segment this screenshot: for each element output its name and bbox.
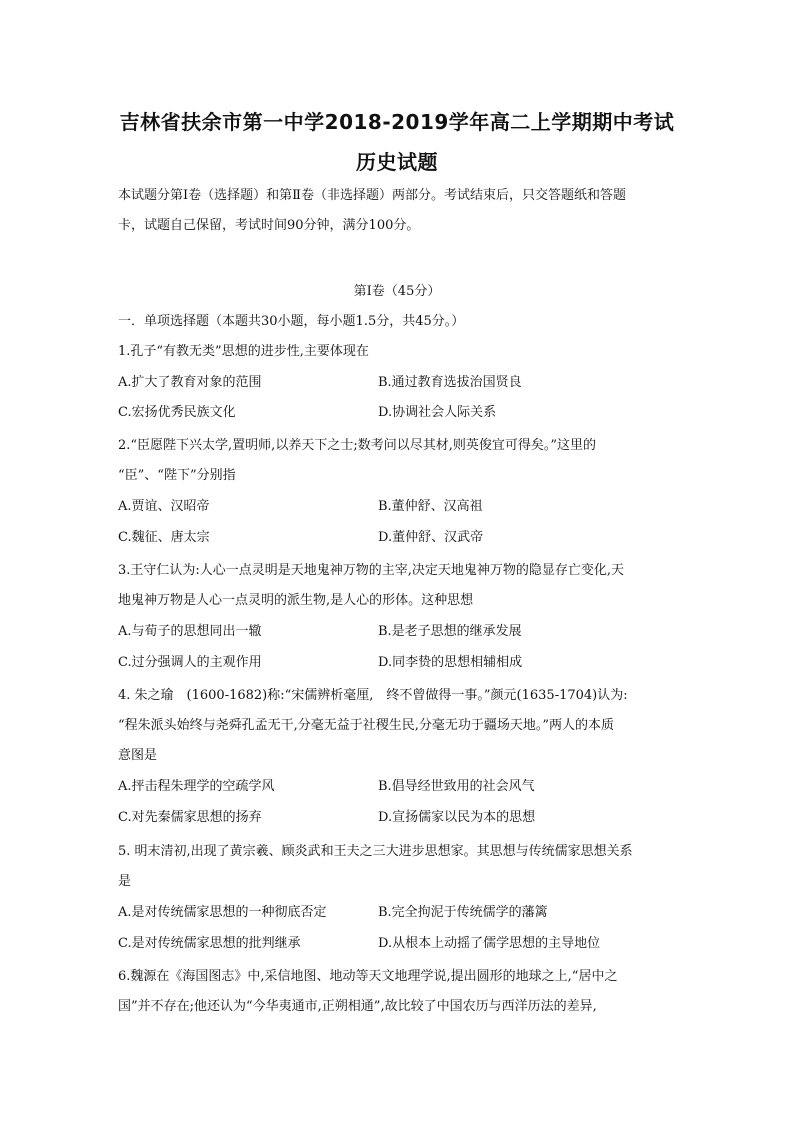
option-b: B.董仲舒、汉高祖 [378, 499, 483, 514]
option-a: A.抨击程朱理学的空疏学风 [118, 779, 275, 794]
exam-title: 吉林省扶余市第一中学2018-2019学年高二上学期期中考试 [119, 110, 675, 134]
question-text: 1.孔子“有教无类”思想的进步性,主要体现在 [118, 344, 369, 359]
intro-line-2: 卡，试题自己保留，考试时间90分钟，满分100分。 [118, 218, 420, 233]
option-b: B.完全拘泥于传统儒学的藩篱 [378, 905, 548, 920]
question-text: “程朱派头始终与尧舜孔孟无干,分毫无益于社稷生民,分毫无功于疆场天地。”两人的本质 [118, 718, 615, 733]
exam-subtitle: 历史试题 [356, 150, 438, 174]
option-b: B.通过教育选拔治国贤良 [378, 375, 522, 390]
option-a: A.贾谊、汉昭帝 [118, 499, 210, 514]
option-d: D.同李贽的思想相辅相成 [378, 655, 523, 670]
option-d: D.董仲舒、汉武帝 [378, 530, 484, 545]
option-b: B.是老子思想的继承发展 [378, 624, 522, 639]
option-d: D.宣扬儒家以民为本的思想 [378, 810, 536, 825]
option-c: C.过分强调人的主观作用 [118, 655, 262, 670]
option-c: C.是对传统儒家思想的批判继承 [118, 936, 301, 951]
question-text: 3.王守仁认为:人心一点灵明是天地鬼神万物的主宰,决定天地鬼神万物的隐显存亡变化,天 [118, 563, 625, 578]
option-c: C.宏扬优秀民族文化 [118, 405, 236, 420]
question-text: 2.“臣愿陛下兴太学,置明师,以养天下之士;数考问以尽其材,则英俊宜可得矣。”这里的 [118, 438, 596, 453]
option-c: C.对先秦儒家思想的扬弃 [118, 810, 262, 825]
section-heading: 第Ⅰ卷（45分） [353, 284, 441, 299]
option-a: A.扩大了教育对象的范围 [118, 375, 262, 390]
question-text: 6.魏源在《海国图志》中,采信地图、地动等天文地理学说,提出圆形的地球之上,“居中之 [118, 969, 618, 984]
intro-line-1: 本试题分第Ⅰ卷（选择题）和第Ⅱ卷（非选择题）两部分。考试结束后，只交答题纸和答题 [118, 188, 626, 203]
section-instruction: 一．单项选择题（本题共30小题，每小题1.5分，共45分。） [118, 314, 465, 329]
option-a: A.是对传统儒家思想的一种彻底否定 [118, 905, 327, 920]
option-a: A.与荀子的思想同出一辙 [118, 624, 262, 639]
option-b: B.倡导经世致用的社会风气 [378, 779, 535, 794]
option-d: D.协调社会人际关系 [378, 405, 497, 420]
question-text: 地鬼神万物是人心一点灵明的派生物,是人心的形体。这种思想 [118, 593, 474, 608]
question-text: “臣”、“陛下”分别指 [118, 468, 236, 483]
question-text: 4. 朱之瑜 (1600-1682)称:“宋儒辨析毫厘, 终不曾做得一事。”颜元(1635-1704)认为: [118, 688, 628, 703]
option-c: C.魏征、唐太宗 [118, 530, 210, 545]
question-text: 意图是 [118, 748, 158, 763]
question-text: 国”并不存在;他还认为“今华夷通市,正朔相通”,故比较了中国农历与西洋历法的差异, [118, 999, 597, 1014]
question-text: 是 [118, 874, 132, 889]
option-d: D.从根本上动摇了儒学思想的主导地位 [378, 936, 601, 951]
question-text: 5. 明末清初,出现了黄宗羲、顾炎武和王夫之三大进步思想家。其思想与传统儒家思想关系 [118, 844, 633, 859]
